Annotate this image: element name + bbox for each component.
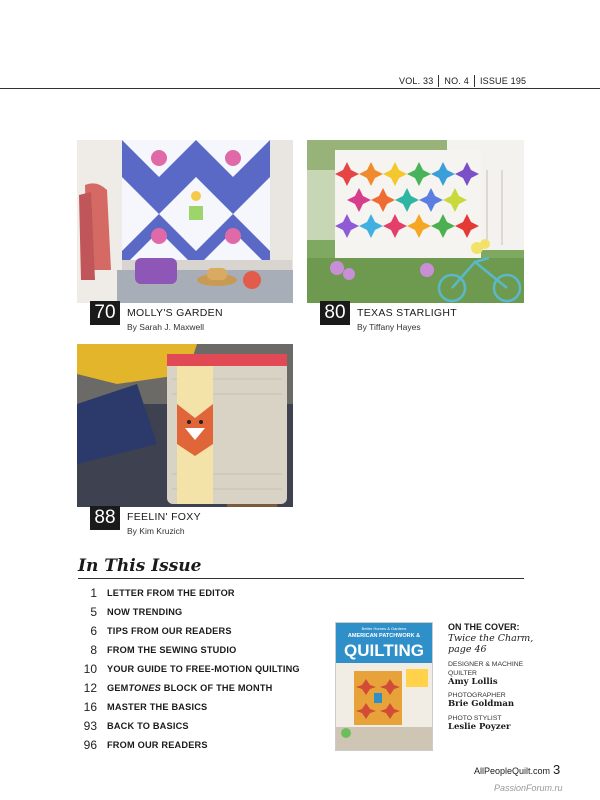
credit-name: Amy Lollis <box>448 677 498 687</box>
texas-starlight-photo <box>307 140 524 303</box>
toc-item[interactable] <box>78 699 207 715</box>
divider <box>438 75 439 87</box>
number-label: NO. 4 <box>444 76 469 86</box>
toc-title <box>107 683 273 693</box>
credit-name: Leslie Poyzer <box>448 722 511 732</box>
toc-page: 93 <box>83 719 97 733</box>
header-rule <box>0 88 600 89</box>
page-number-box: 88 <box>90 506 120 530</box>
issue-info <box>399 75 526 87</box>
feature-title[interactable]: MOLLY'S GARDEN <box>127 307 223 319</box>
toc-title: FROM OUR READERS <box>107 740 208 750</box>
watermark: PassionForum.ru <box>494 783 563 793</box>
section-heading: In This Issue <box>78 556 202 576</box>
toc-title: TIPS FROM OUR READERS <box>107 626 232 636</box>
toc-title: LETTER FROM THE EDITOR <box>107 588 235 598</box>
toc-item[interactable] <box>78 604 182 620</box>
cover-top-line: Better Homes & Gardens <box>361 626 407 631</box>
toc-item[interactable] <box>78 623 232 639</box>
feature-byline: By Tiffany Hayes <box>357 322 421 332</box>
cover-title-line1: AMERICAN PATCHWORK & <box>347 633 421 639</box>
feature-byline: By Sarah J. Maxwell <box>127 322 204 332</box>
credit-role: PHOTO STYLIST <box>448 715 502 722</box>
toc-page: 8 <box>90 643 97 657</box>
feature-byline: By Kim Kruzich <box>127 526 185 536</box>
toc-page: 1 <box>90 586 97 600</box>
page-number-box: 70 <box>90 301 120 325</box>
cover-subtitle[interactable]: Twice the Charm, page 46 <box>448 633 534 655</box>
toc-page: 5 <box>90 605 97 619</box>
page-number: 3 <box>553 762 561 777</box>
section-rule <box>78 578 524 579</box>
credit-role: DESIGNER & MACHINE QUILTER <box>448 661 524 677</box>
mollys-garden-photo <box>77 140 293 303</box>
toc-item[interactable] <box>78 737 208 753</box>
toc-page: 16 <box>83 700 97 714</box>
volume-label: VOL. 33 <box>399 76 434 86</box>
divider <box>474 75 475 87</box>
feelin-foxy-photo <box>77 344 293 507</box>
toc-page: 96 <box>83 738 97 752</box>
website-link[interactable]: AllPeopleQuilt.com <box>474 766 551 776</box>
credit-name: Brie Goldman <box>448 699 515 709</box>
toc-title-emphasis: TONES <box>128 683 162 693</box>
toc-title: NOW TRENDING <box>107 607 183 617</box>
feature-title[interactable]: TEXAS STARLIGHT <box>357 307 457 319</box>
credit-role: PHOTOGRAPHER <box>448 692 506 699</box>
feature-title[interactable]: FEELIN' FOXY <box>127 511 201 523</box>
toc-page: 12 <box>83 681 97 695</box>
toc-page: 6 <box>90 624 97 638</box>
toc-item[interactable] <box>78 661 300 677</box>
toc-item[interactable] <box>78 585 235 601</box>
page-number-box: 80 <box>320 301 350 325</box>
toc-title-part: GEM <box>107 683 129 693</box>
issue-label: ISSUE 195 <box>479 76 527 86</box>
toc-title: MASTER THE BASICS <box>107 702 208 712</box>
magazine-cover-image <box>335 622 433 751</box>
toc-item[interactable] <box>78 718 189 734</box>
cover-title-line2: QUILTING <box>344 641 424 660</box>
toc-title: YOUR GUIDE TO FREE-MOTION QUILTING <box>107 664 300 674</box>
toc-item[interactable] <box>78 642 236 658</box>
toc-title: BACK TO BASICS <box>107 721 189 731</box>
toc-page: 10 <box>83 662 97 676</box>
toc-title: FROM THE SEWING STUDIO <box>107 645 237 655</box>
toc-title-part: BLOCK OF THE MONTH <box>161 683 273 693</box>
toc-item[interactable] <box>78 680 273 696</box>
cover-heading: ON THE COVER: <box>448 622 520 632</box>
